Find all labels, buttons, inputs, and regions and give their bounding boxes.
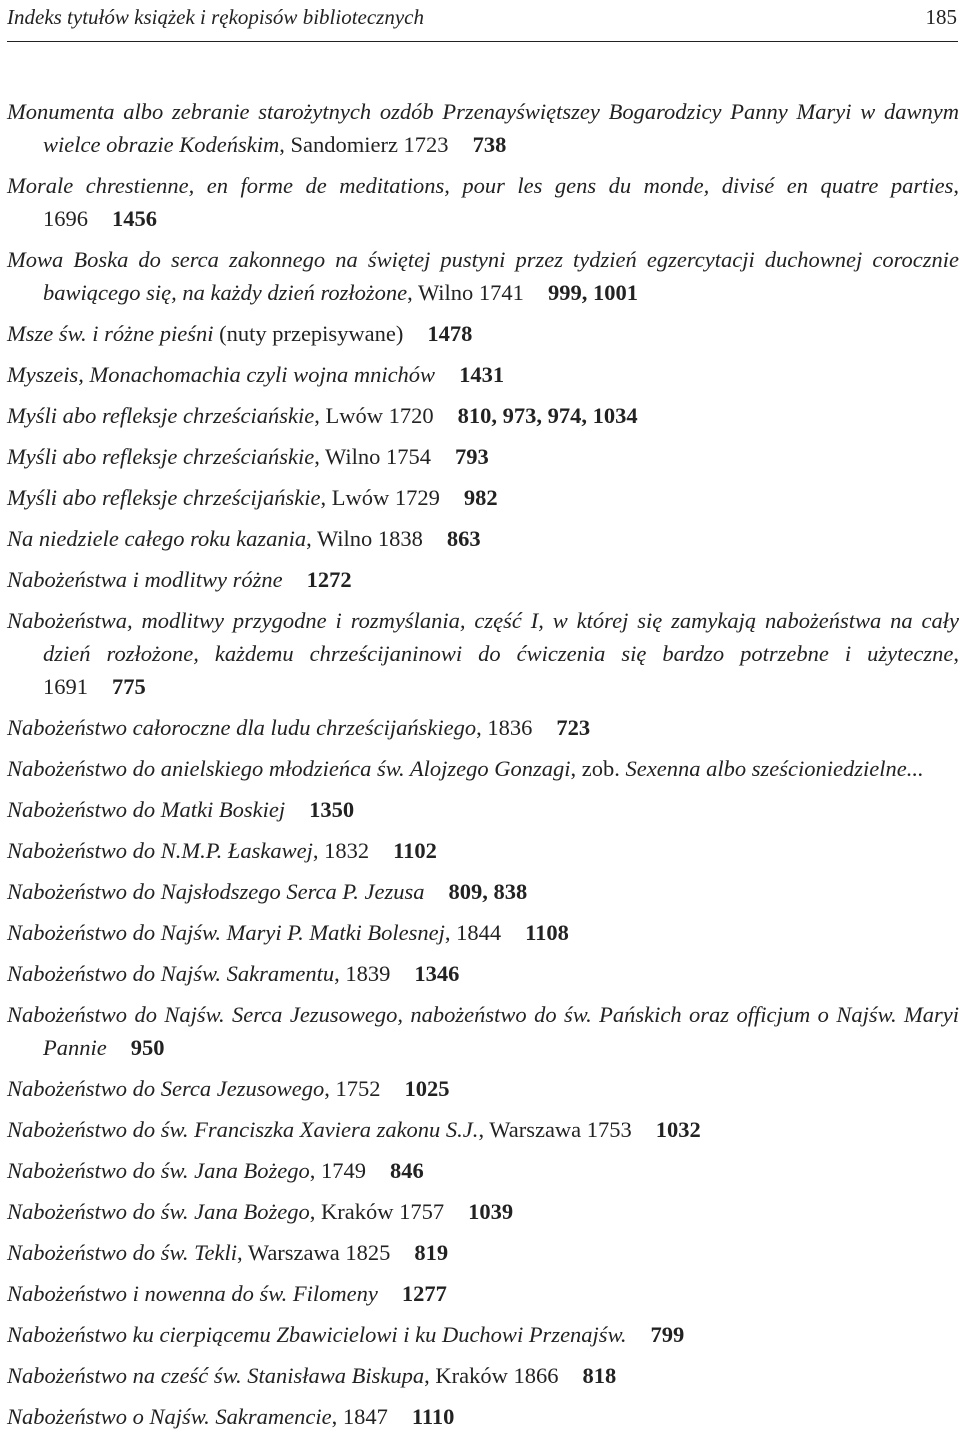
- entry-number: 1346: [414, 961, 460, 986]
- index-entry: [7, 1318, 959, 1351]
- index-entry: [7, 169, 959, 235]
- entry-title: Nabożeństwo do Najśw. Maryi P. Matki Bolesnej: [7, 920, 445, 945]
- entry-number: 863: [446, 526, 481, 551]
- entry-title: Morale chrestienne, en forme de meditations, pour les gens du monde, divisé en quatre parties: [7, 173, 954, 198]
- index-entry: [7, 793, 959, 826]
- entry-number: 775: [112, 674, 146, 699]
- entry-publication: , Wilno 1741: [407, 280, 524, 305]
- entry-publication: , 1844: [444, 920, 502, 945]
- entry-title: Nabożeństwa i modlitwy różne: [7, 567, 283, 592]
- entry-publication: (nuty przepisywane): [213, 321, 404, 346]
- entry-number: 1108: [525, 920, 569, 945]
- entry-title: Nabożeństwo do Najśw. Sakramentu: [7, 961, 335, 986]
- entry-number: 846: [389, 1158, 424, 1183]
- entry-publication: , Warszawa 1825: [237, 1240, 391, 1265]
- index-entry: [7, 522, 959, 555]
- entry-number: 819: [414, 1240, 449, 1265]
- index-entry: [7, 1154, 959, 1187]
- entry-title: Myszeis, Monachomachia czyli wojna mnichów: [7, 362, 436, 387]
- entry-title: Mowa Boska do serca zakonnego na świętej pustyni przez tydzień egzercytacji duchownej corocznie bawiącego się, na każdy dzień rozłożone: [7, 247, 959, 305]
- entry-publication: , Lwów 1729: [320, 485, 440, 510]
- entry-number: 1277: [401, 1281, 447, 1306]
- entry-number: 1039: [468, 1199, 514, 1224]
- index-entry: [7, 563, 959, 596]
- entry-number: 1431: [459, 362, 505, 387]
- entry-title: Monumenta albo zebranie starożytnych ozdób Przenayświętszey Bogarodzicy Panny Maryi w dawnym wielce obrazie Kodeńskim: [7, 99, 959, 157]
- entry-publication: , Kraków 1866: [424, 1363, 559, 1388]
- entry-number: 809, 838: [448, 879, 528, 904]
- entry-title: Nabożeństwo ku cierpiącemu Zbawicielowi i ku Duchowi Przenajśw.: [7, 1322, 627, 1347]
- entry-title: Myśli abo refleksje chrześciańskie: [7, 403, 315, 428]
- index-entry: [7, 1359, 959, 1392]
- index-entry: [7, 711, 959, 744]
- index-entry: [7, 1277, 959, 1310]
- index-entry: [7, 399, 959, 432]
- index-entry: [7, 1400, 959, 1433]
- header-title: Indeks tytułów książek i rękopisów bibliotecznych: [7, 5, 424, 29]
- entry-title: Nabożeństwo do N.M.P. Łaskawej: [7, 838, 313, 863]
- index-entry: [7, 317, 959, 350]
- entry-title: Na niedziele całego roku kazania: [7, 526, 307, 551]
- entry-number: 810, 973, 974, 1034: [457, 403, 638, 428]
- entry-number: 738: [472, 132, 507, 157]
- entry-title: Myśli abo refleksje chrześcijańskie: [7, 485, 321, 510]
- entry-cross-reference: Sexenna albo sześcioniedzielne...: [625, 756, 924, 781]
- entry-title: Nabożeństwo do Serca Jezusowego: [7, 1076, 325, 1101]
- entry-number: 1478: [427, 321, 473, 346]
- index-entries: [7, 95, 959, 1441]
- index-entry: [7, 358, 959, 391]
- index-entry: [7, 1113, 959, 1146]
- entry-publication: , Wilno 1838: [306, 526, 423, 551]
- entry-title: Nabożeństwo do św. Franciszka Xaviera zakonu S.J.: [7, 1117, 479, 1142]
- index-entry: [7, 481, 959, 514]
- entry-publication: , Wilno 1754: [314, 444, 432, 469]
- index-entry: [7, 95, 959, 161]
- index-entry: [7, 752, 959, 785]
- index-entry: [7, 1195, 959, 1228]
- entry-number: 799: [650, 1322, 685, 1347]
- index-entry: [7, 604, 959, 703]
- entry-publication: , 1696: [43, 173, 959, 231]
- entry-publication: , Warszawa 1753: [478, 1117, 632, 1142]
- entry-number: 1110: [411, 1404, 455, 1429]
- entry-publication: , 1752: [324, 1076, 381, 1101]
- entry-number: 1102: [393, 838, 437, 863]
- entry-publication: , 1749: [309, 1158, 366, 1183]
- entry-number: 818: [582, 1363, 617, 1388]
- entry-title: Nabożeństwo i nowenna do św. Filomeny: [7, 1281, 378, 1306]
- running-header: [7, 2, 957, 32]
- entry-publication: , Lwów 1720: [314, 403, 434, 428]
- entry-publication: , 1691: [43, 641, 959, 699]
- entry-number: 1456: [112, 206, 157, 231]
- entry-publication: , 1839: [334, 961, 391, 986]
- entry-number: 1032: [655, 1117, 701, 1142]
- entry-publication: , Kraków 1757: [309, 1199, 445, 1224]
- entry-publication: , Sandomierz 1723: [279, 132, 449, 157]
- entry-title: Nabożeństwo do anielskiego młodzieńca św. Alojzego Gonzagi: [7, 756, 571, 781]
- entry-number: 1025: [404, 1076, 450, 1101]
- entry-title: Nabożeństwo do Najsłodszego Serca P. Jezusa: [7, 879, 425, 904]
- index-entry: [7, 916, 959, 949]
- entry-publication: , 1836: [476, 715, 533, 740]
- index-entry: [7, 998, 959, 1064]
- entry-publication: , 1832: [312, 838, 370, 863]
- entry-title: Nabożeństwo o Najśw. Sakramencie: [7, 1404, 332, 1429]
- index-entry: [7, 1072, 959, 1105]
- index-entry: [7, 243, 959, 309]
- entry-title: Nabożeństwo całoroczne dla ludu chrześcijańskiego: [7, 715, 477, 740]
- header-rule: [7, 41, 958, 42]
- entry-title: Nabożeństwo na cześć św. Stanisława Biskupa: [7, 1363, 425, 1388]
- index-entry: [7, 834, 959, 867]
- entry-number: 1272: [306, 567, 352, 592]
- index-entry: [7, 440, 959, 473]
- entry-title: Msze św. i różne pieśni: [7, 321, 214, 346]
- index-entry: [7, 957, 959, 990]
- entry-title: Nabożeństwo do Matki Boskiej: [7, 797, 286, 822]
- entry-number: 793: [455, 444, 489, 469]
- page-number: 185: [925, 5, 957, 29]
- entry-title: Nabożeństwa, modlitwy przygodne i rozmyślania, część I, w której się zamykają nabożeństwa na cały dzień rozłożone, każdemu chrześcijaninowi do ćwiczenia się bardzo potrzebne i użyteczne: [7, 608, 959, 666]
- entry-number: 1350: [309, 797, 355, 822]
- entry-publication: , 1847: [331, 1404, 388, 1429]
- entry-title: Myśli abo refleksje chrześciańskie: [7, 444, 315, 469]
- entry-number: 723: [556, 715, 591, 740]
- entry-title: Nabożeństwo do Najśw. Serca Jezusowego, nabożeństwo do św. Pańskich oraz officjum o Najśw. Maryi Pannie: [7, 1002, 959, 1060]
- entry-number: 999, 1001: [547, 280, 638, 305]
- index-entry: [7, 1236, 959, 1269]
- entry-publication: , zob.: [570, 756, 626, 781]
- entry-title: Nabożeństwo do św. Jana Bożego: [7, 1158, 310, 1183]
- entry-number: 982: [463, 485, 498, 510]
- entry-number: 950: [130, 1035, 165, 1060]
- entry-title: Nabożeństwo do św. Tekli: [7, 1240, 238, 1265]
- entry-title: Nabożeństwo do św. Jana Bożego: [7, 1199, 310, 1224]
- index-entry: [7, 875, 959, 908]
